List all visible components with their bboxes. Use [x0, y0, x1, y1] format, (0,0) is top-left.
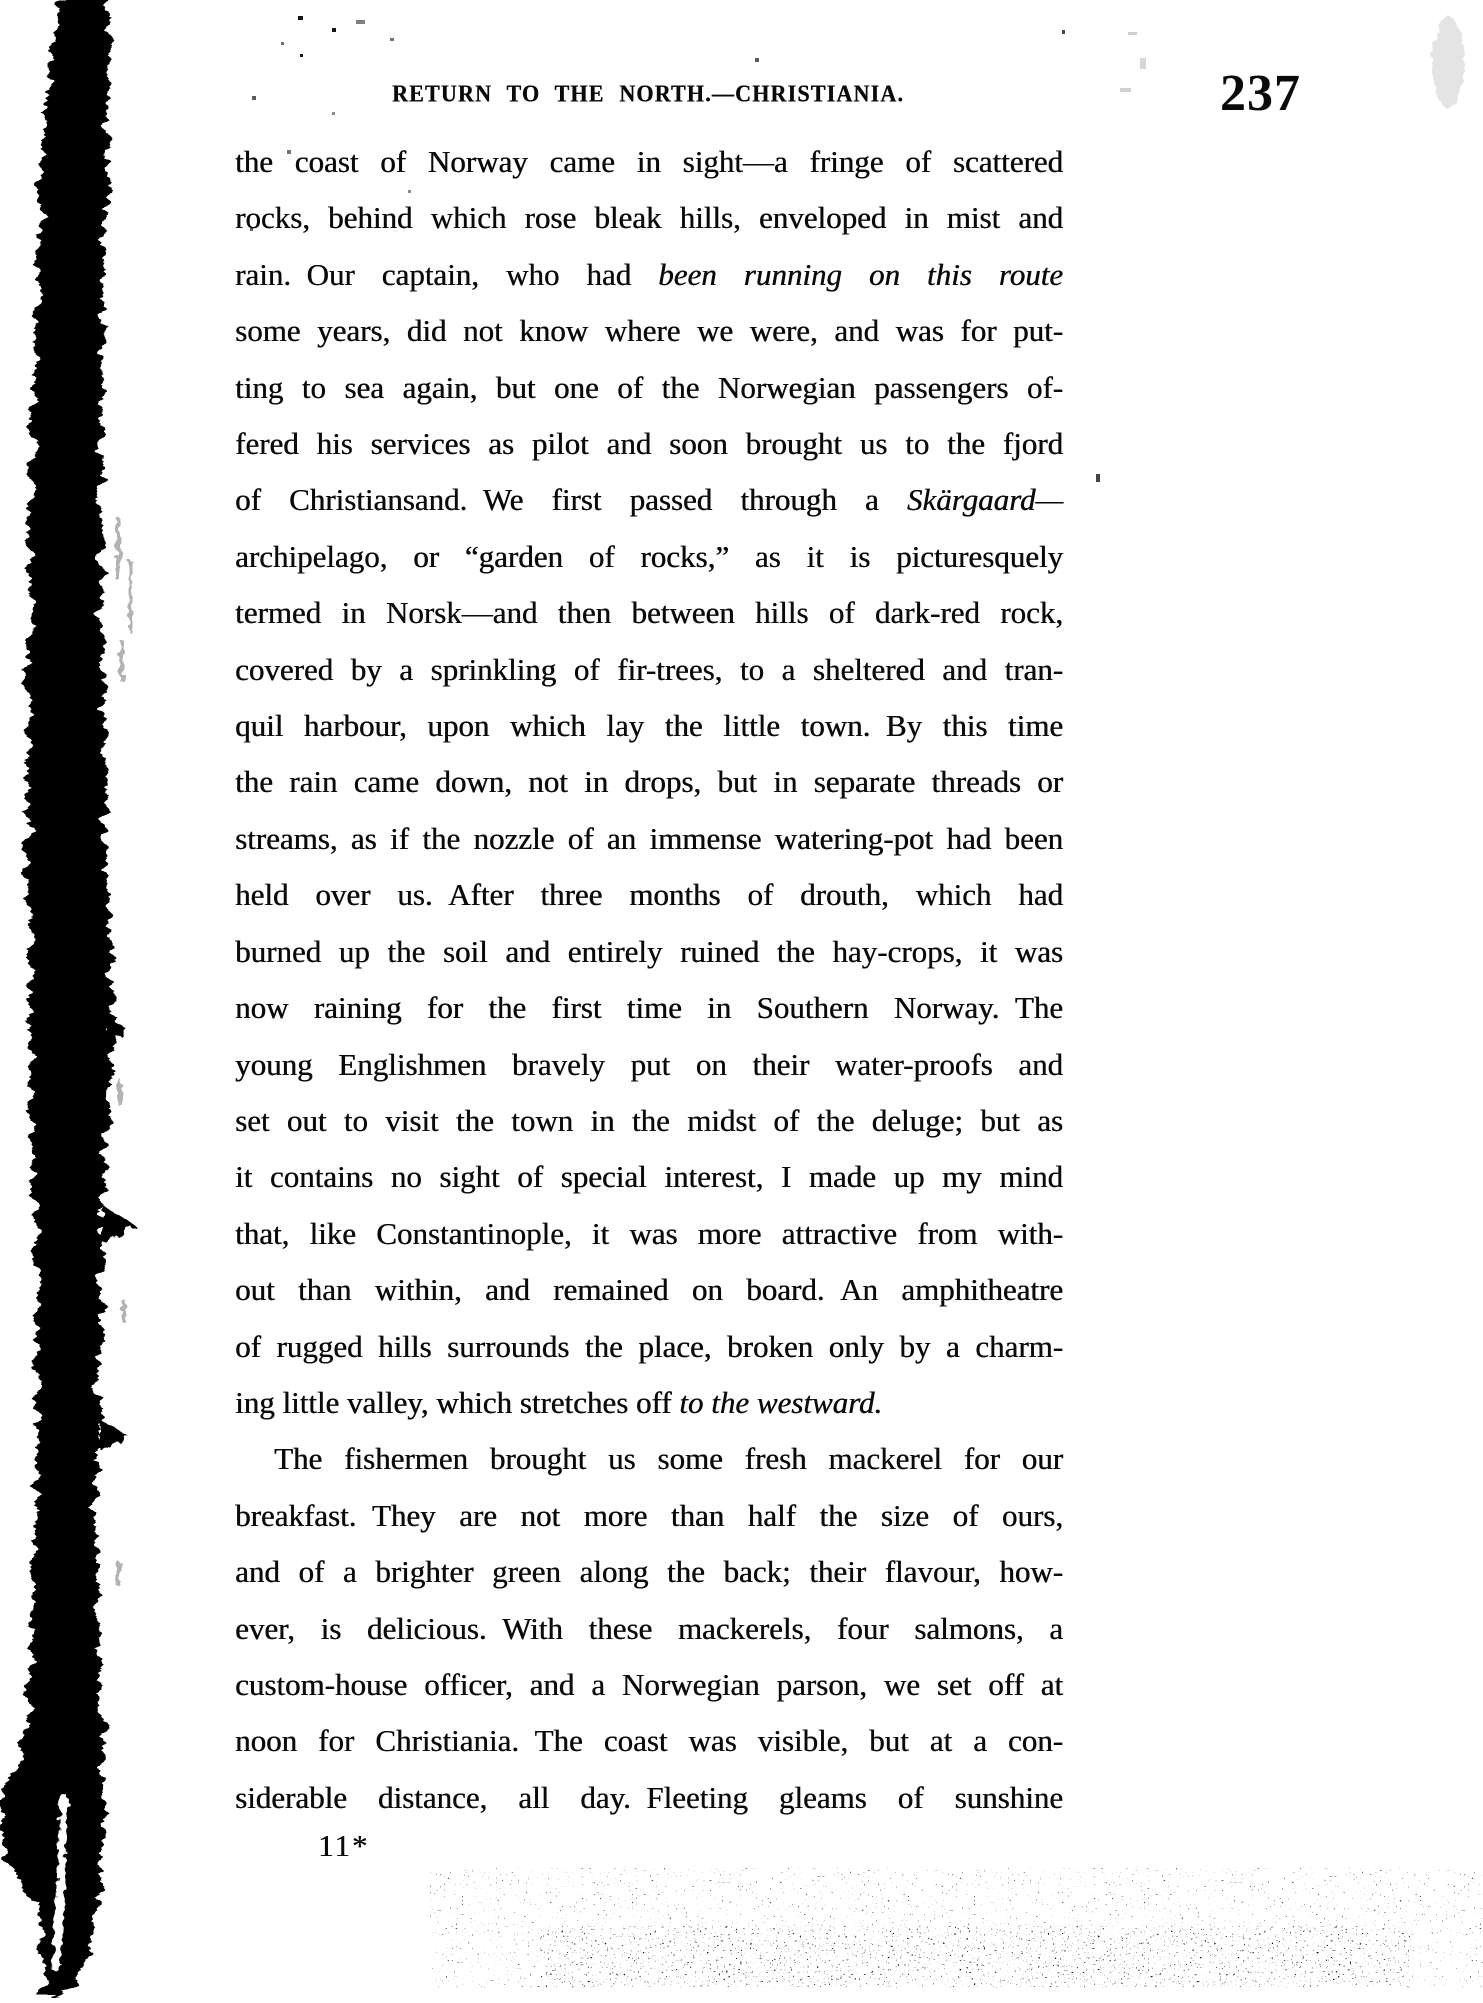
text-line: fered his services as pilot and soon brought us to the fjord — [235, 426, 1063, 462]
text-line: noon for Christiania. The coast was visible, but at a con- — [235, 1723, 1063, 1759]
text-line: rocks, behind which rose bleak hills, enveloped in mist and — [235, 200, 1063, 236]
text-line: of Christiansand. We first passed through a Skärgaard— — [235, 482, 1063, 518]
text-line: held over us. After three months of drouth, which had — [235, 877, 1063, 913]
text-line: and of a brighter green along the back; their flavour, how- — [235, 1554, 1063, 1590]
text-line: it contains no sight of special interest, I made up my mind — [235, 1159, 1063, 1195]
text-line: quil harbour, upon which lay the little town. By this time — [235, 708, 1063, 744]
text-line: ever, is delicious. With these mackerels, four salmons, a — [235, 1610, 1063, 1646]
text-line: young Englishmen bravely put on their water-proofs and — [235, 1046, 1063, 1082]
page-number: 237 — [1220, 65, 1301, 122]
text-line: set out to visit the town in the midst of the deluge; but as — [235, 1102, 1063, 1138]
text-line: burned up the soil and entirely ruined the hay-crops, it was — [235, 933, 1063, 969]
text-line: siderable distance, all day. Fleeting gleams of sunshine — [235, 1779, 1063, 1815]
text-line: that, like Constantinople, it was more attractive from with- — [235, 1215, 1063, 1251]
text-line: now raining for the first time in Southern Norway. The — [235, 990, 1063, 1026]
dust-band — [430, 1868, 1483, 1988]
text-line: some years, did not know where we were, and was for put- — [235, 313, 1063, 349]
text-line: of rugged hills surrounds the place, broken only by a charm- — [235, 1328, 1063, 1364]
text-line: the coast of Norway came in sight—a fringe of scattered — [235, 144, 1063, 179]
binding-shadow — [1, 0, 136, 1999]
text-line: out than within, and remained on board. An amphitheatre — [235, 1272, 1063, 1308]
text-line: termed in Norsk—and then between hills of dark-red rock, — [235, 595, 1063, 631]
text-line: streams, as if the nozzle of an immense watering-pot had been — [235, 820, 1063, 856]
text-line: rain. Our captain, who had been running on this route — [235, 256, 1063, 292]
text-line: ting to sea again, but one of the Norwegian passengers of- — [235, 369, 1063, 405]
text-line: the rain came down, not in drops, but in separate threads or — [235, 764, 1063, 800]
text-column — [235, 134, 1063, 1826]
text-line: The fishermen brought us some fresh mackerel for our — [274, 1441, 1063, 1477]
signature-mark: 11* — [318, 1828, 370, 1863]
text-line: custom-house officer, and a Norwegian parson, we set off at — [235, 1666, 1063, 1702]
text-line: archipelago, or “garden of rocks,” as it is picturesquely — [235, 538, 1063, 574]
running-header: RETURN TO THE NORTH.—CHRISTIANIA. — [391, 80, 905, 107]
text-line: breakfast. They are not more than half the size of ours, — [235, 1497, 1063, 1533]
text-line: covered by a sprinkling of fir-trees, to a sheltered and tran- — [235, 651, 1063, 687]
text-line: ing little valley, which stretches off to the westward. — [235, 1384, 883, 1420]
